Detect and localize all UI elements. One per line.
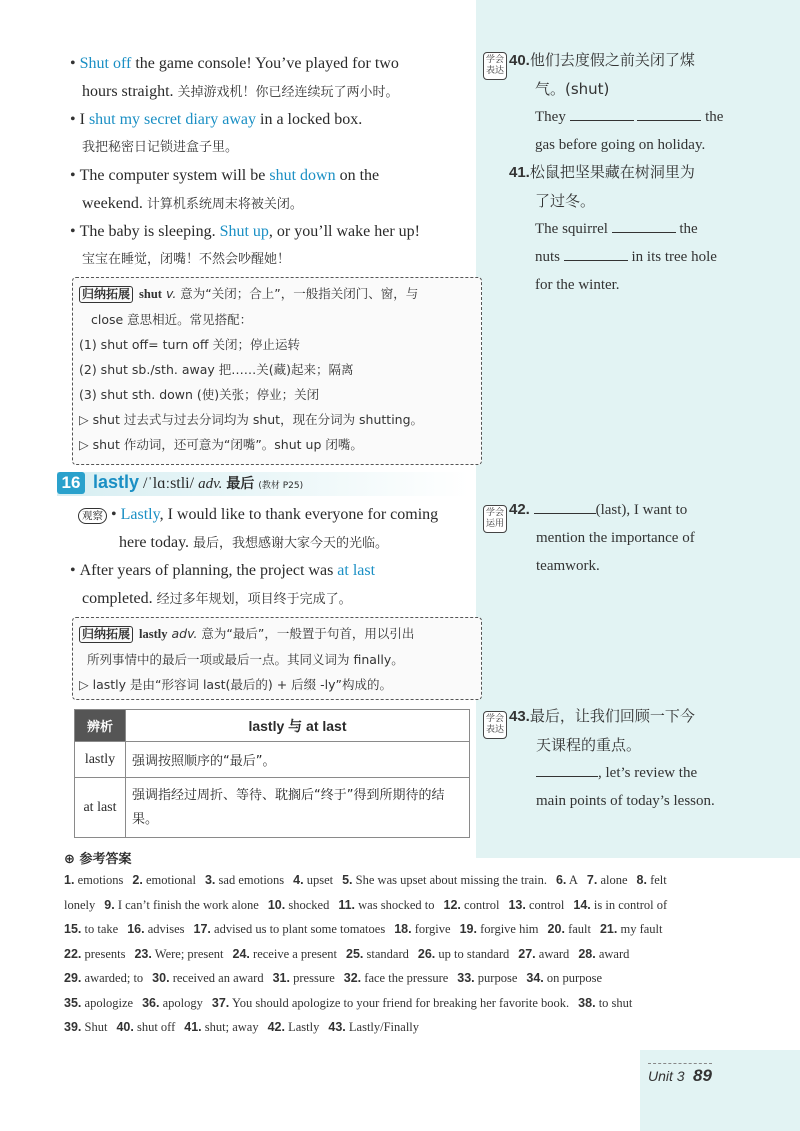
answer-item: 24. receive a present: [232, 946, 338, 961]
question-42: 42. (last), I want to mention the importance of teamwork.: [509, 501, 695, 574]
answer-item: 16. advises: [127, 922, 185, 936]
example-shut-up: • The baby is sleeping. Shut up, or you’ll wake her up! 宝宝在睡觉，闭嘴！不然会吵醒她！: [70, 223, 420, 267]
highlight-phrase: Lastly: [120, 506, 160, 523]
summary-tag: 归纳拓展: [79, 286, 133, 303]
answer-line: [64, 1015, 764, 1040]
question-40: 40.他们去度假之前关闭了煤 气。(shut) They the gas before going on holiday.: [509, 51, 724, 153]
highlight-phrase: shut my secret diary away: [88, 111, 256, 128]
example-shut-down: • The computer system will be shut down on the weekend. 计算机系统周末将被关闭。: [70, 167, 380, 212]
comparison-table: [74, 709, 470, 838]
answer-item: 1. emotions: [64, 873, 124, 887]
example-shut-off: • Shut off the game console! You’ve played for two hours straight. 关掉游戏机！你已经连续玩了两小时。: [70, 55, 399, 100]
answer-line: [64, 893, 764, 918]
phonetic: /ˈlɑːstli/: [143, 475, 195, 492]
entry-number: 16: [57, 472, 85, 494]
answer-item: 37. You should apologize to your friend for breaking her favorite book.: [211, 995, 570, 1010]
triangle-icon: ▷: [79, 677, 89, 692]
answer-item: 9. I can’t finish the work alone: [104, 897, 259, 912]
answer-item: 18. forgive: [394, 922, 451, 936]
answer-item: 3. sad emotions: [204, 873, 285, 887]
answer-item: 2. emotional: [132, 873, 196, 887]
answer-item: 43. Lastly/Finally: [328, 1020, 420, 1034]
answer-key: [64, 868, 764, 1040]
answer-item: 6. A: [555, 873, 578, 887]
answer-item: 12. control: [443, 897, 500, 912]
answer-blank[interactable]: [564, 260, 628, 261]
answer-item: 36. apology: [142, 995, 203, 1010]
answer-line: [64, 942, 764, 967]
answer-item: lonely: [64, 897, 96, 912]
example-lastly: 观察 • Lastly, I would like to thank everyone for coming here today. 最后，我想感谢大家今天的光临。: [78, 501, 478, 558]
answer-line: [64, 868, 764, 893]
answer-item: 13. control: [508, 897, 565, 912]
answers-title: ⊕ 参考答案: [64, 852, 132, 867]
example-at-last: • After years of planning, the project was at last completed. 经过多年规划，项目终于完成了。: [70, 562, 376, 607]
answer-item: 30. received an award: [152, 971, 264, 985]
table-row: lastly 强调按照顺序的“最后”。: [75, 742, 470, 778]
unit-label: Unit 3: [648, 1068, 685, 1084]
table-row: at last 强调指经过周折、等待、耽搁后“终于”得到所期待的结果。: [75, 778, 470, 838]
answer-item: 17. advised us to plant some tomatoes: [193, 922, 386, 936]
answer-item: 38. to shut: [578, 995, 633, 1010]
answer-item: 20. fault: [547, 922, 591, 936]
answer-item: 42. Lastly: [267, 1020, 320, 1034]
answer-item: 4. upset: [293, 873, 334, 887]
answer-key-icon: ⊕: [64, 852, 75, 867]
answer-item: 32. face the pressure: [343, 971, 449, 985]
page-footer: [648, 1063, 712, 1086]
learn-express-badge: 学会表达: [483, 52, 507, 80]
answer-blank[interactable]: [612, 232, 676, 233]
answer-item: 5. She was upset about missing the train.: [342, 873, 547, 887]
answer-item: 29. awarded; to: [64, 971, 144, 985]
summary-box-lastly: 归纳拓展 lastly adv. 意为“最后”，一般置于句首，用以引出 所列事情中的最后一项或最后一点。其同义词为 finally。 ▷ lastly 是由“形容词 last(最后的) + 后缀 -ly”构成的。: [72, 617, 482, 700]
learn-apply-badge: 学会运用: [483, 505, 507, 533]
answer-item: 21. my fault: [599, 922, 663, 936]
observe-tag: 观察: [78, 508, 107, 524]
answer-item: 25. standard: [346, 946, 409, 961]
answer-item: 27. award: [518, 946, 570, 961]
entry-word: lastly: [93, 472, 140, 492]
highlight-phrase: shut down: [269, 167, 336, 184]
answer-item: 10. shocked: [267, 897, 330, 912]
highlight-phrase: Shut up: [219, 223, 269, 240]
triangle-icon: ▷: [79, 412, 89, 427]
answer-blank[interactable]: [637, 120, 701, 121]
answer-blank[interactable]: [534, 513, 596, 514]
answer-item: 34. on purpose: [526, 971, 603, 985]
triangle-icon: ▷: [79, 437, 89, 452]
answer-item: 39. Shut: [64, 1020, 108, 1034]
example-shut-away: • I shut my secret diary away in a locked box. 我把秘密日记锁进盒子里。: [70, 111, 363, 155]
answer-item: 19. forgive him: [459, 922, 539, 936]
question-41: 41.松鼠把坚果藏在树洞里为 了过冬。 The squirrel the nuts in its tree hole for the winter.: [509, 163, 717, 293]
answer-item: 8. felt: [636, 873, 667, 887]
question-43: 43.最后，让我们回顾一下今 天课程的重点。 , let’s review the main points of today’s lesson.: [509, 707, 715, 809]
answer-item: 11. was shocked to: [338, 897, 435, 912]
answer-item: 40. shut off: [116, 1020, 176, 1034]
answer-item: 14. is in control of: [573, 897, 668, 912]
answer-item: 15. to take: [64, 922, 119, 936]
answer-item: 7. alone: [586, 873, 628, 887]
answer-item: 28. award: [578, 946, 630, 961]
answer-blank[interactable]: [570, 120, 634, 121]
answer-item: 23. Were; present: [134, 946, 224, 961]
answer-item: 31. pressure: [272, 971, 335, 985]
summary-box-shut: 归纳拓展 shut v. 意为“关闭；合上”，一般指关闭门、窗，与 close 意思相近。常见搭配： (1) shut off= turn off 关闭；停止运转 (2) shut sb./sth. away 把……关(藏)起来；隔离 (3) shut sth. down (使)关张；停业；关闭 ▷ shut 过去式与过去分词均为 shut，现在分词为 shutting。 ▷ shut 作动词，还可意为“闭嘴”。shut up 闭嘴。: [72, 277, 482, 465]
answer-line: [64, 966, 764, 991]
answer-item: 41. shut; away: [184, 1020, 259, 1034]
comparison-tag: 辨析: [75, 710, 126, 742]
entry-header-lastly: 16 lastly /ˈlɑːstli/ adv. 最后 (教材 P25): [57, 472, 469, 496]
answer-item: 26. up to standard: [417, 946, 510, 961]
answer-line: [64, 991, 764, 1016]
page-number: 89: [693, 1066, 712, 1085]
answer-item: 33. purpose: [457, 971, 518, 985]
highlight-phrase: at last: [337, 562, 376, 579]
learn-express-badge: 学会表达: [483, 711, 507, 739]
summary-tag: 归纳拓展: [79, 626, 133, 643]
answer-blank[interactable]: [536, 776, 598, 777]
comparison-title: lastly 与 at last: [126, 710, 470, 742]
highlight-phrase: Shut off: [79, 55, 132, 72]
answer-line: [64, 917, 764, 942]
answer-item: 22. presents: [64, 946, 126, 961]
answer-item: 35. apologize: [64, 995, 134, 1010]
